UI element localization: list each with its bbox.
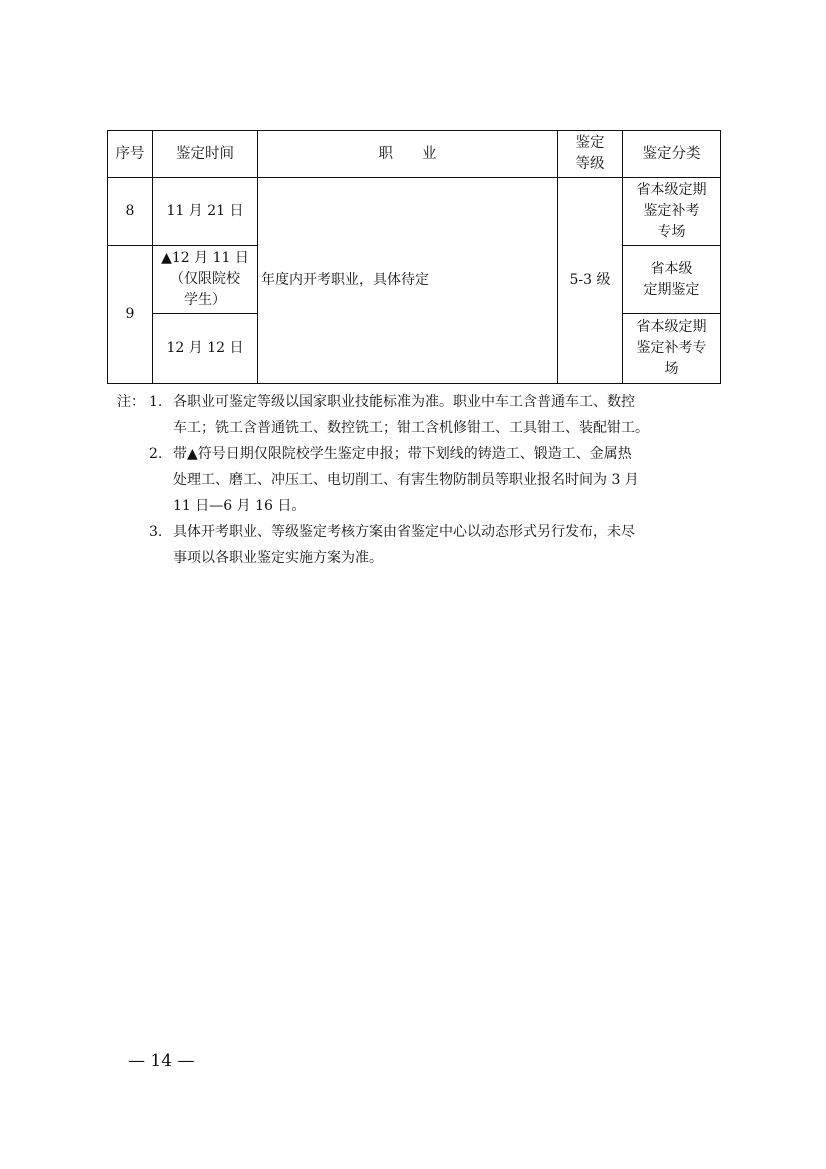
note-line: 处理工、磨工、冲压工、电切削工、有害生物防制员等职业报名时间为 3 月 [173, 472, 639, 488]
category-line: 省本级定期 [636, 182, 707, 198]
table-header-row [108, 131, 721, 178]
category-line: 定期鉴定 [643, 281, 700, 298]
cell-time: 11 月 21 日 [153, 178, 258, 246]
cell-category [623, 314, 721, 384]
note-item [117, 519, 727, 571]
cell-job: 年度内开考职业，具体待定 [258, 178, 558, 384]
category-line: 省本级定期 [636, 319, 707, 335]
note-line: 带▲符号日期仅限院校学生鉴定申报；带下划线的铸造工、锻造工、金属热 [173, 446, 632, 462]
notes-label: 注： [117, 394, 145, 410]
time-line: 学生） [184, 292, 226, 308]
cell-category [623, 246, 721, 314]
time-line: ▲12 月 11 日 [161, 250, 249, 266]
category-line: 省本级 [650, 260, 693, 277]
appraisal-schedule-table [107, 130, 721, 384]
header-job: 职 业 [258, 131, 558, 178]
page-number: — 14 — [128, 1051, 195, 1071]
note-line: 车工；铣工含普通铣工、数控铣工；钳工含机修钳工、工具钳工、装配钳工。 [173, 420, 649, 436]
note-item [117, 389, 727, 441]
header-category: 鉴定分类 [623, 131, 721, 178]
time-line: （仅限院校 [170, 271, 240, 287]
note-line: 具体开考职业、等级鉴定考核方案由省鉴定中心以动态形式另行发布，未尽 [173, 524, 635, 540]
note-line: 11 日—6 月 16 日。 [173, 498, 306, 514]
header-level [558, 131, 623, 178]
cell-seq: 9 [108, 246, 153, 384]
cell-level: 5-3 级 [558, 178, 623, 384]
cell-time [153, 246, 258, 314]
note-line: 各职业可鉴定等级以国家职业技能标准为准。职业中车工含普通车工、数控 [173, 394, 635, 410]
note-number: 3. [149, 524, 163, 540]
cell-seq: 8 [108, 178, 153, 246]
category-line: 专场 [657, 224, 686, 240]
cell-category [623, 178, 721, 246]
category-line: 场 [664, 361, 679, 377]
header-seq: 序号 [108, 131, 153, 178]
note-line: 事项以各职业鉴定实施方案为准。 [173, 550, 383, 566]
header-level-line2: 等级 [575, 156, 605, 172]
header-level-line1: 鉴定 [575, 135, 605, 151]
notes-section [117, 389, 727, 571]
note-number: 2. [149, 446, 163, 462]
table-row [108, 178, 721, 246]
category-line: 鉴定补考 [643, 203, 700, 219]
note-item [117, 441, 727, 519]
cell-time: 12 月 12 日 [153, 314, 258, 384]
category-line: 鉴定补考专 [636, 340, 707, 356]
note-number: 1. [149, 394, 163, 410]
header-time: 鉴定时间 [153, 131, 258, 178]
